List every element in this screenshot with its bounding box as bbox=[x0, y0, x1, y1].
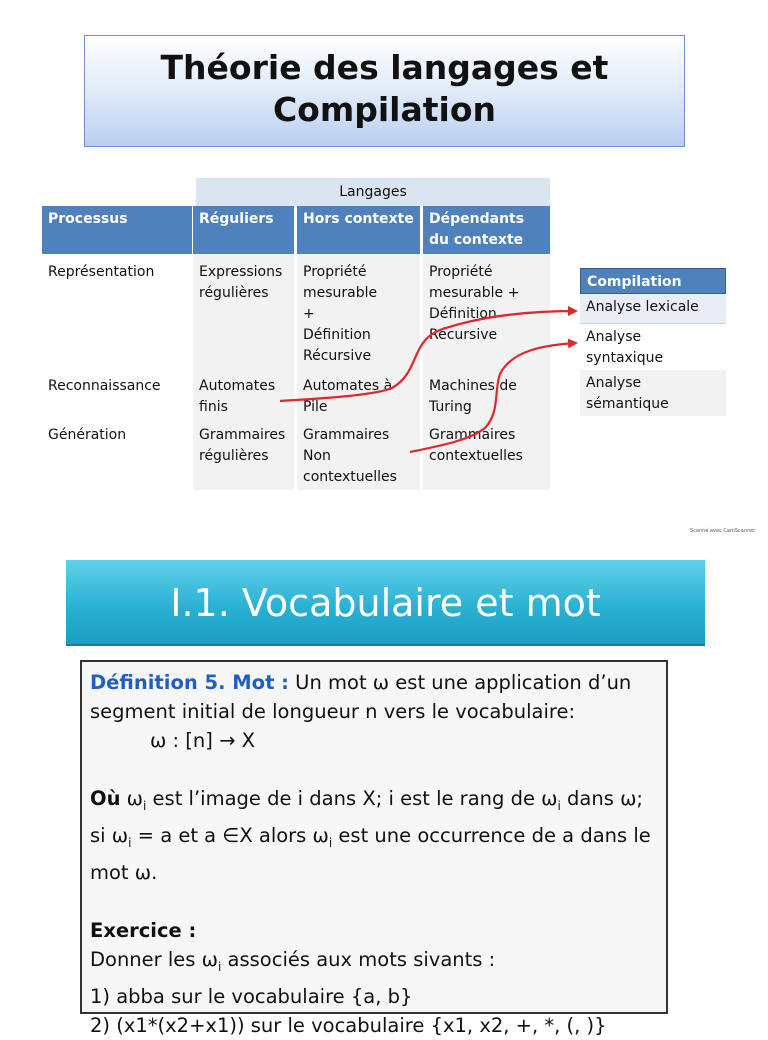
table-cell: Grammaires régulières bbox=[199, 427, 286, 464]
column-header-hors-contexte: Hors contexte bbox=[297, 206, 420, 254]
slide-title-line2: Compilation bbox=[272, 90, 497, 129]
definition-ou-line-2: si $\omega_i = a$ et a ∈X alors $\omega_i$ est une occurrence de a dans le bbox=[90, 823, 651, 850]
ou-label: Où bbox=[90, 787, 121, 810]
exercise-item-1: 1) abba sur le vocabulaire {a, b} bbox=[90, 984, 413, 1008]
compilation-header: Compilation bbox=[580, 268, 726, 294]
definition-box bbox=[80, 660, 668, 1037]
exercise-intro-end: associés aux mots sivants : bbox=[221, 947, 496, 971]
definition-text-1: Un mot ω est une application d’un bbox=[288, 671, 632, 694]
exercise-item-2: 2) (x1*(x2+x1)) sur le vocabulaire {x1, x2, +, *, (, )} bbox=[90, 1013, 607, 1037]
exercise-label: Exercice : bbox=[90, 918, 197, 942]
definition-text-2: segment initial de longueur n vers le vocabulaire: bbox=[90, 700, 576, 723]
table-cell: Automates finis bbox=[199, 378, 276, 415]
table-cell: Automates à Pile bbox=[303, 378, 393, 415]
compilation-item-syntax: Analyse syntaxique bbox=[580, 324, 726, 370]
definition-ou-line-3: mot ω. bbox=[90, 860, 158, 884]
compilation-table bbox=[580, 268, 726, 416]
row-label-reconnaissance: Reconnaissance bbox=[48, 378, 161, 394]
table-cell: Machines de Turing bbox=[429, 378, 517, 415]
scanner-watermark: Scanné avec CamScanner bbox=[690, 528, 756, 534]
slide-title bbox=[84, 35, 685, 147]
definition-label: Définition 5. Mot : bbox=[90, 671, 289, 694]
table-cell: Expressions régulières bbox=[199, 264, 283, 301]
definition-ou-line-1: Où $\omega_i$ est l’image de i dans X; i est le rang de $\omega_i$ dans ω; bbox=[90, 787, 643, 813]
column-header-reguliers: Réguliers bbox=[193, 206, 294, 254]
section-title: I.1. Vocabulaire et mot bbox=[66, 560, 705, 646]
column-dependants bbox=[423, 206, 550, 490]
column-header-dependants: Dépendants du contexte bbox=[423, 206, 550, 254]
exercise-intro: Donner les $\omega_i$ associés aux mots sivants : bbox=[90, 947, 496, 974]
table-cell: Propriété mesurable + Définition Récursive bbox=[429, 264, 520, 343]
exercise-intro-start: Donner les ω bbox=[90, 947, 218, 971]
languages-group-header: Langages bbox=[196, 178, 550, 206]
column-processus bbox=[42, 206, 192, 490]
column-header-processus: Processus bbox=[42, 206, 192, 254]
row-label-representation: Représentation bbox=[48, 264, 155, 280]
slide-title-line1: Théorie des langages et bbox=[160, 48, 609, 87]
table-cell: Grammaires Non contextuelles bbox=[303, 427, 397, 485]
table-cell: Propriété mesurable + Définition Récursive bbox=[303, 264, 378, 364]
definition-formula: ω : [n] → X bbox=[150, 729, 255, 752]
row-label-generation: Génération bbox=[48, 427, 127, 443]
compilation-item-lexical: Analyse lexicale bbox=[580, 294, 726, 324]
column-hors-contexte bbox=[297, 206, 420, 490]
compilation-item-semantic: Analyse sémantique bbox=[580, 370, 726, 416]
column-reguliers bbox=[193, 206, 294, 490]
table-cell: Grammaires contextuelles bbox=[429, 427, 523, 464]
